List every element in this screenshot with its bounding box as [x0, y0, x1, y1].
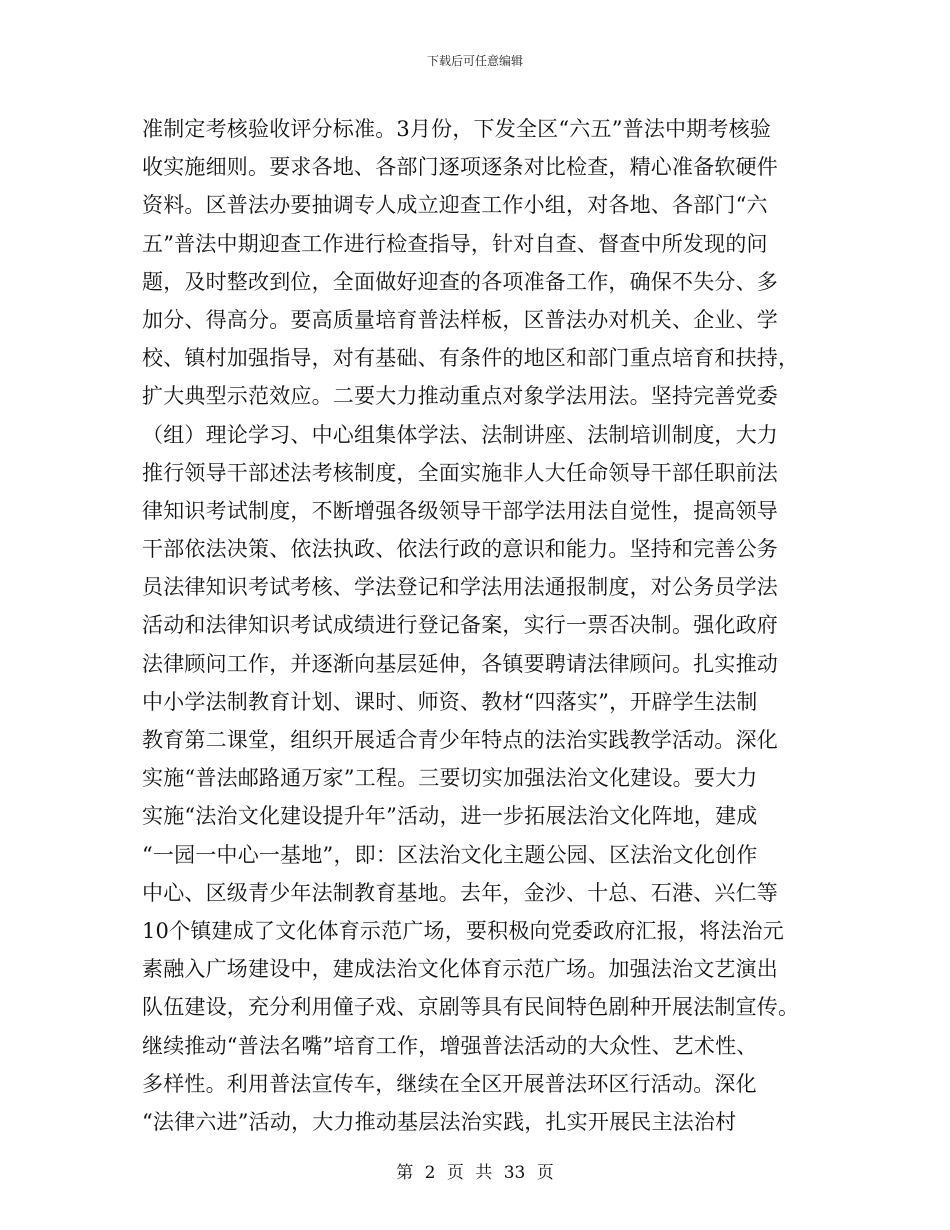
body-line: 准制定考核验收评分标准。3月份，下发全区“六五”普法中期考核验 [142, 117, 772, 141]
body-line: 继续推动“普法名嘴”培育工作，增强普法活动的大众性、艺术性、 [142, 1033, 758, 1058]
body-line: 题，及时整改到位，全面做好迎查的各项准备工作，确保不失分、多 [142, 269, 778, 294]
page-header: 下载后可任意编辑 [426, 54, 523, 68]
body-line: 法律顾问工作，并逐渐向基层延伸，各镇要聘请法律顾问。扎实推动 [142, 651, 778, 676]
body-line: 干部依法决策、依法执政、依法行政的意识和能力。坚持和完善公务 [142, 537, 778, 562]
body-line: 多样性。利用普法宣传车，继续在全区开展普法环区行活动。深化 [142, 1071, 757, 1096]
body-line: 实施“普法邮路通万家”工程。三要切实加强法治文化建设。要大力 [142, 766, 758, 791]
body-line: “法律六进”活动，大力推动基层法治实践，扎实开展民主法治村 [142, 1109, 737, 1134]
body-line: 收实施细则。要求各地、各部门逐项逐条对比检查，精心准备软硬件 [142, 155, 778, 180]
body-line: 素融入广场建设中，建成法治文化体育示范广场。加强法治文艺演出 [142, 957, 778, 982]
body-line: 扩大典型示范效应。二要大力推动重点对象学法用法。坚持完善党委 [142, 384, 778, 409]
body-line: 五”普法中期迎查工作进行检查指导，针对自查、督查中所发现的问 [142, 231, 768, 256]
page-footer: 第 2 页 共 33 页 [396, 1163, 554, 1183]
body-line: 中心、区级青少年法制教育基地。去年，金沙、十总、石港、兴仁等 [142, 880, 778, 905]
body-line: 加分、得高分。要高质量培育普法样板，区普法办对机关、企业、学 [142, 307, 778, 332]
body-line: “一园一中心一基地”，即：区法治文化主题公园、区法治文化创作 [142, 842, 758, 867]
body-text [142, 110, 822, 1141]
body-line: 律知识考试制度，不断增强各级领导干部学法用法自觉性，提高领导 [142, 498, 778, 523]
body-line: 中小学法制教育计划、课时、师资、教材“四落实”，开辟学生法制 [142, 689, 758, 714]
body-line: 教育第二课堂，组织开展适合青少年特点的法治实践教学活动。深化 [142, 728, 778, 752]
body-line: （组）理论学习、中心组集体学法、法制讲座、法制培训制度，大力 [142, 422, 778, 447]
body-line: 资料。区普法办要抽调专人成立迎查工作小组，对各地、各部门“六 [142, 193, 768, 218]
body-line: 活动和法律知识考试成绩进行登记备案，实行一票否决制。强化政府 [142, 613, 778, 638]
body-line: 队伍建设，充分利用僮子戏、京剧等具有民间特色剧种开展法制宣传。 [142, 995, 800, 1020]
body-line: 10个镇建成了文化体育示范广场，要积极向党委政府汇报，将法治元 [142, 918, 784, 943]
body-line: 推行领导干部述法考核制度，全面实施非人大任命领导干部任职前法 [142, 460, 778, 485]
body-line: 员法律知识考试考核、学法登记和学法用法通报制度，对公务员学法 [142, 575, 778, 600]
body-line: 校、镇村加强指导，对有基础、有条件的地区和部门重点培育和扶持， [142, 346, 800, 371]
body-line: 实施“法治文化建设提升年”活动，进一步拓展法治文化阵地，建成 [142, 804, 758, 829]
